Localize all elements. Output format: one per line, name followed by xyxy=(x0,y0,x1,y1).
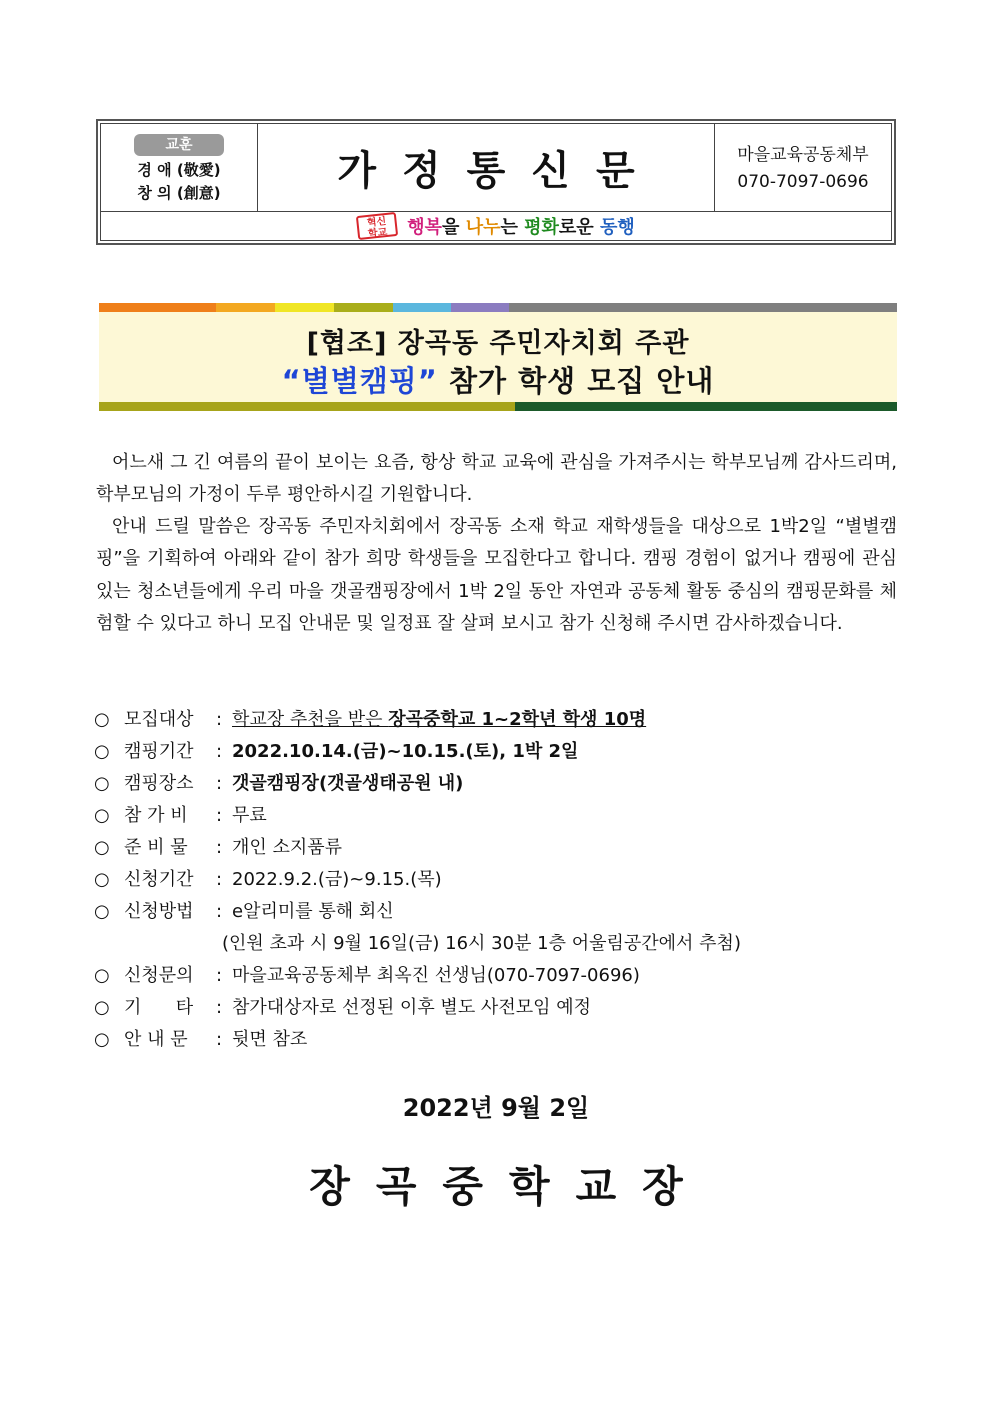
intro-paragraph xyxy=(96,447,897,512)
innovation-school-stamp-icon xyxy=(356,212,398,240)
bar-segment xyxy=(334,303,393,312)
item-value-bold: 장곡중학교 1~2학년 학생 10명 xyxy=(388,709,647,730)
bar-segment xyxy=(275,303,334,312)
item-value: 뒷면 참조 xyxy=(232,1029,308,1050)
banner-top-color-bar xyxy=(99,303,897,312)
item-label: 신청방법 xyxy=(124,901,194,922)
motto-line-2: 창 의 (創意) xyxy=(137,184,221,202)
list-item xyxy=(94,736,914,768)
circle-bullet-icon: ○ xyxy=(94,965,110,986)
banner-highlight: “별별캠핑” xyxy=(281,364,438,398)
list-item xyxy=(94,768,914,800)
motto-badge: 교훈 xyxy=(134,134,224,156)
slogan-word-2: 을 xyxy=(442,217,466,238)
item-label: 안 내 문 xyxy=(124,1029,188,1050)
list-item xyxy=(94,896,914,928)
issue-date: 2022년 9월 2일 xyxy=(402,1094,590,1122)
item-colon: : xyxy=(216,805,223,826)
item-colon: : xyxy=(216,1029,223,1050)
banner-heading-line2 xyxy=(99,359,897,400)
list-item xyxy=(94,704,914,736)
notice-text: 안내 드릴 말씀은 장곡동 주민자치회에서 장곡동 소재 학교 재학생들을 대상으로 1박2일 “별별캠핑”을 기획하여 아래와 같이 참가 희망 학생들을 모집한다고 합니다. 캠핑 경험이 없거나 캠핑에 관심 있는 청소년들에게 우리 마을 갯골캠핑장에서 1박 2일 동안 자연과 공동체 활동 중심의 캠핑문화를 체험할 수 있다고 하니 모집 안내문 및 일정표 잘 살펴 보시고 참가 신청해 주시면 감사하겠습니다. xyxy=(96,516,897,635)
circle-bullet-icon: ○ xyxy=(94,709,110,730)
list-item xyxy=(94,992,914,1024)
item-value: 무료 xyxy=(232,805,267,826)
item-label: 캠핑기간 xyxy=(124,741,194,762)
circle-bullet-icon: ○ xyxy=(94,869,110,890)
title-banner xyxy=(99,303,897,411)
intro-text: 어느새 그 긴 여름의 끝이 보이는 요즘, 항상 학교 교육에 관심을 가져주시는 학부모님께 감사드리며, 학부모님의 가정이 두루 평안하시길 기원합니다. xyxy=(96,452,897,506)
circle-bullet-icon: ○ xyxy=(94,773,110,794)
bar-segment xyxy=(216,303,275,312)
header-inner xyxy=(100,123,892,241)
dept-name: 마을교육공동체부 xyxy=(737,145,869,165)
item-value: 갯골캠핑장(갯골생태공원 내) xyxy=(232,773,464,794)
circle-bullet-icon: ○ xyxy=(94,805,110,826)
title-cell xyxy=(258,124,715,212)
list-item xyxy=(94,960,914,992)
circle-bullet-icon: ○ xyxy=(94,997,110,1018)
item-value: 2022.10.14.(금)~10.15.(토), 1박 2일 xyxy=(232,741,579,762)
bar-segment xyxy=(393,303,451,312)
bar-segment xyxy=(515,402,897,411)
item-colon: : xyxy=(216,709,223,730)
banner-bottom-color-bar xyxy=(99,402,897,411)
slogan-word-3: 나누 xyxy=(465,217,501,238)
page-title: 가정통신문 xyxy=(337,148,661,194)
item-value: 참가대상자로 선정된 이후 별도 사전모임 예정 xyxy=(232,997,591,1018)
header-table xyxy=(96,119,896,245)
item-value-part: 학교장 추천을 받은 xyxy=(232,709,389,730)
slogan-word-6: 로운 xyxy=(558,217,600,238)
dept-phone: 070-7097-0696 xyxy=(737,172,869,192)
slogan-word-7: 동행 xyxy=(599,217,635,238)
notice-paragraph xyxy=(96,511,897,641)
list-item xyxy=(94,1024,914,1056)
item-label: 모집대상 xyxy=(124,709,194,730)
item-label: 신청문의 xyxy=(124,965,194,986)
item-label: 참 가 비 xyxy=(124,805,188,826)
item-value xyxy=(232,709,646,730)
bar-segment xyxy=(99,303,216,312)
circle-bullet-icon: ○ xyxy=(94,901,110,922)
signer-name: 장곡중학교장 xyxy=(309,1162,709,1211)
item-colon: : xyxy=(216,965,223,986)
stamp-top-text: 혁신 xyxy=(366,216,388,230)
slogan-word-1: 행복 xyxy=(407,217,443,238)
circle-bullet-icon: ○ xyxy=(94,741,110,762)
bar-segment xyxy=(99,402,515,411)
stamp-bottom-text: 학교 xyxy=(367,226,389,240)
item-value: 개인 소지품류 xyxy=(232,837,343,858)
item-colon: : xyxy=(216,837,223,858)
list-item xyxy=(94,832,914,864)
item-label: 캠핑장소 xyxy=(124,773,194,794)
info-list xyxy=(94,704,914,1056)
item-colon: : xyxy=(216,901,223,922)
item-label: 준 비 물 xyxy=(124,837,188,858)
banner-heading-rest: 참가 학생 모집 안내 xyxy=(437,364,715,398)
item-colon: : xyxy=(216,997,223,1018)
slogan-cell xyxy=(101,212,891,240)
circle-bullet-icon: ○ xyxy=(94,1029,110,1050)
item-colon: : xyxy=(216,869,223,890)
slogan-word-5: 평화 xyxy=(524,217,559,238)
motto-cell xyxy=(101,124,258,212)
item-value: e알리미를 통해 회신 xyxy=(232,901,394,922)
bar-segment xyxy=(509,303,897,312)
item-label: 신청기간 xyxy=(124,869,194,890)
item-label: 기 타 xyxy=(124,997,194,1018)
motto-line-1: 경 애 (敬愛) xyxy=(137,161,221,179)
item-value: 2022.9.2.(금)~9.15.(목) xyxy=(232,869,442,890)
item-continuation: (인원 초과 시 9월 16일(금) 16시 30분 1층 어울림공간에서 추첨) xyxy=(222,933,741,954)
list-item xyxy=(94,800,914,832)
circle-bullet-icon: ○ xyxy=(94,837,110,858)
list-item xyxy=(94,864,914,896)
item-colon: : xyxy=(216,741,223,762)
item-colon: : xyxy=(216,773,223,794)
slogan-word-4: 는 xyxy=(500,217,525,238)
dept-cell xyxy=(715,124,891,212)
item-value: 마을교육공동체부 최옥진 선생님(070-7097-0696) xyxy=(232,965,640,986)
banner-heading-line1: [협조] 장곡동 주민자치회 주관 xyxy=(306,328,690,359)
bar-segment xyxy=(451,303,509,312)
